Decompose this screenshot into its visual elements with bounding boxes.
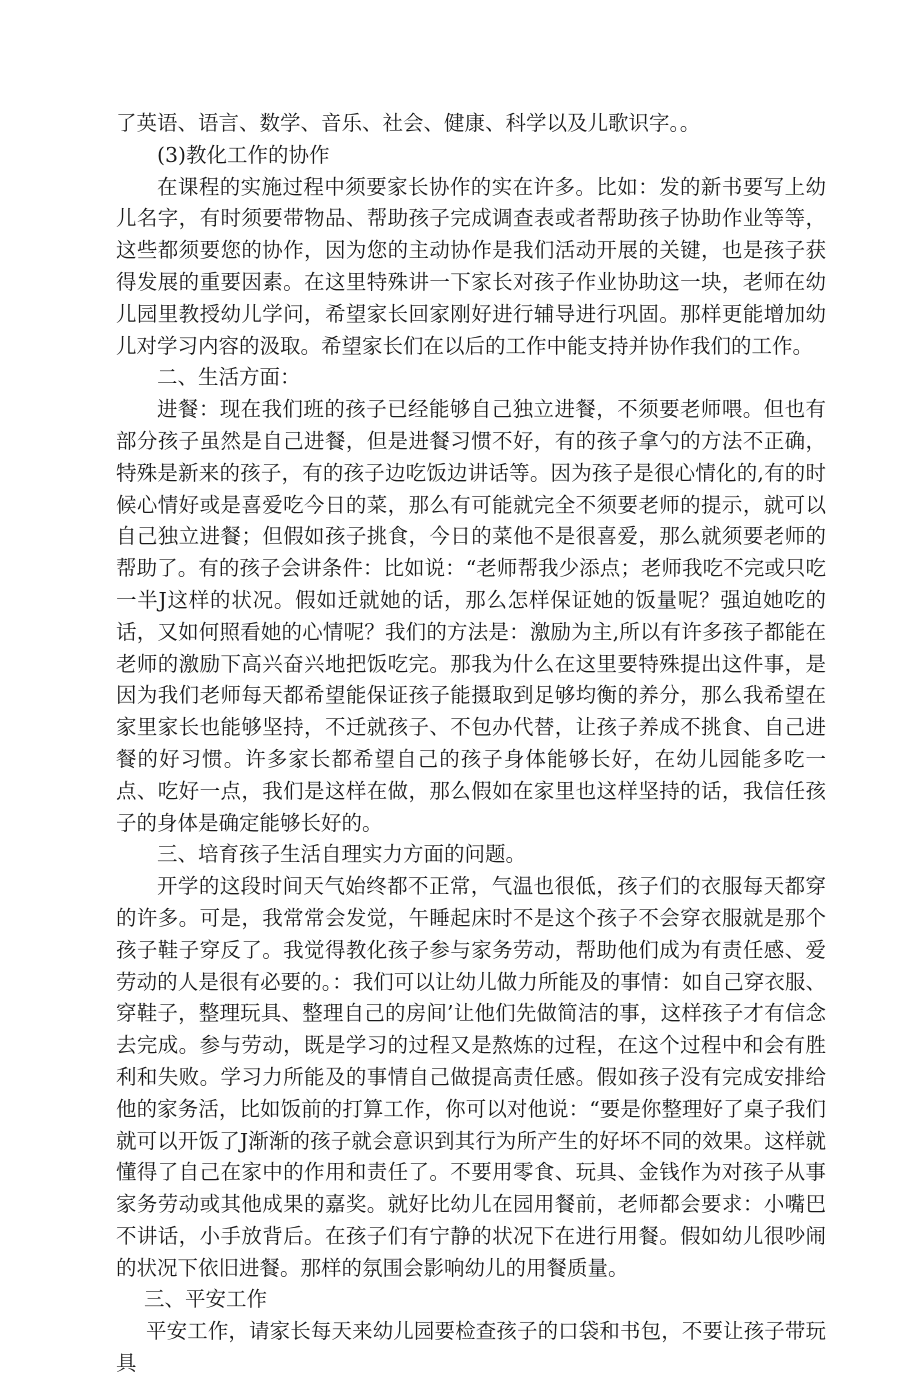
continuation-paragraph: 了英语、语言、数学、音乐、社会、健康、科学以及儿歌识字。。 bbox=[116, 111, 701, 135]
section-heading-cooperation: (3)教化工作的协作 bbox=[157, 142, 330, 167]
paragraph-self-care: 开学的这段时间天气始终都不正常，气温也很低，孩子们的衣服每天都穿的许多。可是，我常常会发觉，午睡起床时不是这个孩子不会穿衣服就是那个孩子鞋子穿反了。我觉得教化孩子参与家务劳动，帮助他们成为有责任感、爱劳动的人是很有必要的。：我们可以让幼儿做力所能及的事情：如自己穿衣服、穿鞋子，整理玩具、整理自己的房间’让他们先做简洁的事，这样孩子才有信念去完成。参与劳动，既是学习的过程又是熬炼的过程，在这个过程中和会有胜利和失败。学习力所能及的事情自己做提高责任感。假如孩子没有完成安排给他的家务活，比如饭前的打算工作，你可以对他说：“要是你整理好了桌子我们就可以开饭了J渐渐的孩子就会意识到其行为所产生的好坏不同的效果。这样就懂得了自己在家中的作用和责任了。不要用零食、玩具、金钱作为对孩子从事家务劳动或其他成果的嘉奖。就好比幼儿在园用餐前，老师都会要求：小嘴巴不讲话，小手放背后。在孩子们有宁静的状况下在进行用餐。假如幼儿很吵闹的状况下依旧进餐。那样的氛围会影响幼儿的用餐质量。 bbox=[116, 874, 826, 1280]
section-heading-self-care: 三、培育孩子生活自理实力方面的问题。 bbox=[157, 842, 526, 867]
paragraph-cooperation: 在课程的实施过程中须要家长协作的实在许多。比如：发的新书要写上幼儿名字，有时须要带物品、帮助孩子完成调查表或者帮助孩子协助作业等等，这些都须要您的协作，因为您的主动协作是我们活动开展的关键，也是孩子获得发展的重要因素。在这里特殊讲一下家长对孩子作业协助这一块，老师在幼儿园里教授幼儿学问，希望家长回家刚好进行辅导进行巩固。那样更能增加幼儿对学习内容的汲取。希望家长们在以后的工作中能支持并协作我们的工作。 bbox=[116, 174, 826, 358]
paragraph-meals: 进餐：现在我们班的孩子已经能够自己独立进餐，不须要老师喂。但也有部分孩子虽然是自己进餐，但是进餐习惯不好，有的孩子拿勺的方法不正确，特殊是新来的孩子，有的孩子边吃饭边讲话等。因为孩子是很心情化的,有的时候心情好或是喜爱吃今日的菜，那么有可能就完全不须要老师的提示，就可以自己独立进餐；但假如孩子挑食，今日的菜他不是很喜爱，那么就须要老师的帮助了。有的孩子会讲条件：比如说：“老师帮我少添点；老师我吃不完或只吃一半J这样的状况。假如迁就她的话，那么怎样保证她的饭量呢？强迫她吃的话，又如何照看她的心情呢？我们的方法是：激励为主,所以有许多孩子都能在老师的激励下高兴奋兴地把饭吃完。那我为什么在这里要特殊提出这件事，是因为我们老师每天都希望能保证孩子能摄取到足够均衡的养分，那么我希望在家里家长也能够坚持，不迁就孩子、不包办代替，让孩子养成不挑食、自己进餐的好习惯。许多家长都希望自己的孩子身体能够长好，在幼儿园能多吃一点、吃好一点，我们是这样在做，那么假如在家里也这样坚持的话，我信任孩子的身体是确定能够长好的。 bbox=[116, 397, 826, 835]
section-heading-safety: 三、平安工作 bbox=[144, 1287, 267, 1312]
section-heading-life: 二、生活方面： bbox=[157, 365, 301, 390]
paragraph-safety: 平安工作，请家长每天来幼儿园要检查孩子的口袋和书包，不要让孩子带玩具 bbox=[116, 1319, 826, 1376]
document-body bbox=[116, 108, 826, 1380]
